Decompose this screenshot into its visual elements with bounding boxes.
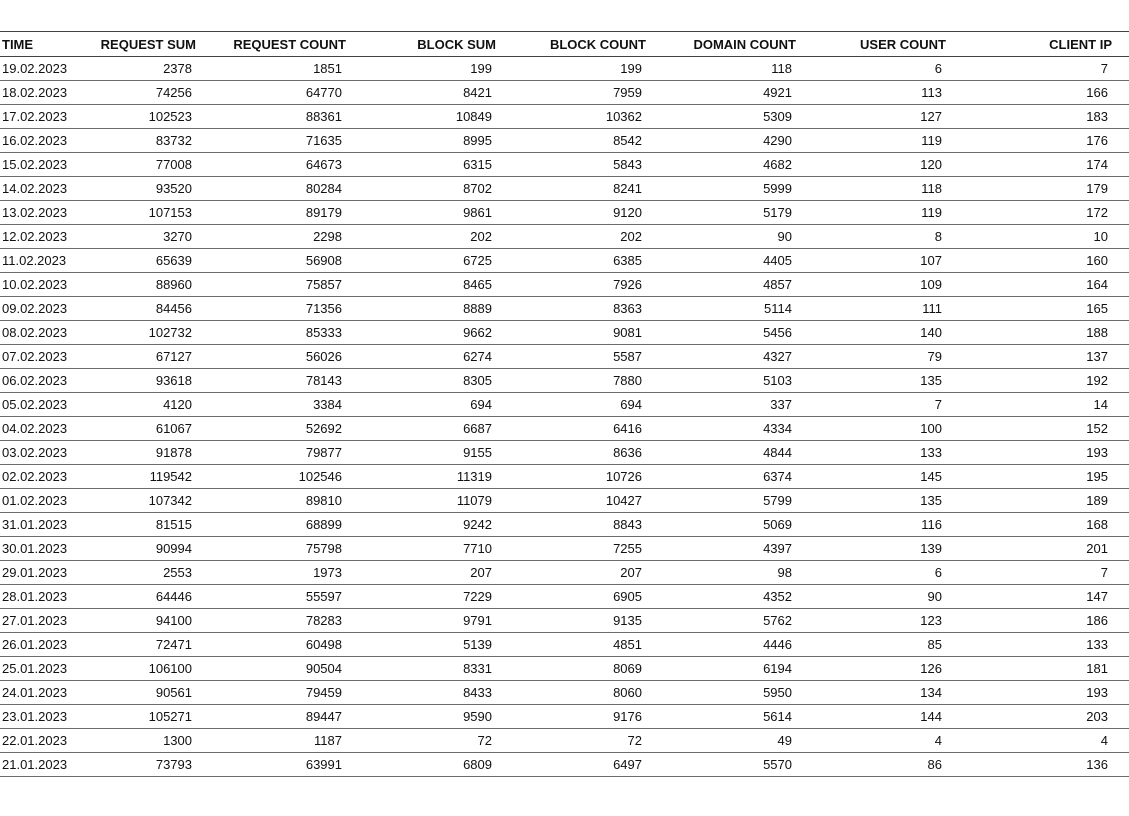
- request-sum-cell: 77008: [155, 157, 192, 172]
- domain-count-cell: 5103: [763, 373, 792, 388]
- table-row: [0, 369, 1129, 393]
- client-ip-cell: 147: [1086, 589, 1108, 604]
- block-sum-cell: 6809: [463, 757, 492, 772]
- time-cell: 12.02.2023: [2, 229, 68, 244]
- client-ip-cell: 172: [1086, 205, 1108, 220]
- client-ip-cell: 160: [1086, 253, 1108, 268]
- block-sum-cell: 9861: [463, 205, 492, 220]
- domain-count-cell: 4857: [763, 277, 792, 292]
- block-sum-cell: 8305: [463, 373, 492, 388]
- client-ip-cell: 183: [1086, 109, 1108, 124]
- domain-count-cell: 4921: [763, 85, 792, 100]
- block-sum-cell: 7710: [463, 541, 492, 556]
- time-cell: 14.02.2023: [2, 181, 68, 196]
- time-cell: 07.02.2023: [2, 349, 68, 364]
- block-sum-cell: 11079: [456, 493, 492, 508]
- domain-count-cell: 90: [777, 229, 792, 244]
- table-row: [0, 129, 1129, 153]
- block-sum-cell: 5139: [463, 637, 492, 652]
- block-count-cell: 10427: [605, 493, 642, 508]
- request-sum-cell: 4120: [163, 397, 192, 412]
- time-cell: 24.01.2023: [2, 685, 68, 700]
- table-row: [0, 225, 1129, 249]
- domain-count-cell: 5114: [764, 301, 792, 316]
- block-sum-cell: 10849: [455, 109, 492, 124]
- request-count-cell: 1187: [314, 733, 342, 748]
- table-row: [0, 177, 1129, 201]
- time-cell: 10.02.2023: [2, 277, 68, 292]
- user-count-cell: 116: [921, 517, 942, 532]
- client-ip-cell: 193: [1086, 685, 1108, 700]
- table-row: [0, 705, 1129, 729]
- table-row: [0, 537, 1129, 561]
- block-sum-cell: 8465: [463, 277, 492, 292]
- request-count-cell: 55597: [305, 589, 342, 604]
- domain-count-cell: 5614: [763, 709, 792, 724]
- table-row: [0, 345, 1129, 369]
- client-ip-cell: 7: [1100, 61, 1108, 76]
- client-ip-cell: 181: [1086, 661, 1108, 676]
- user-count-cell: 90: [927, 589, 942, 604]
- time-cell: 08.02.2023: [2, 325, 68, 340]
- block-count-cell: 6905: [613, 589, 642, 604]
- domain-count-cell: 49: [777, 733, 792, 748]
- block-sum-cell: 9155: [463, 445, 492, 460]
- table-row: [0, 201, 1129, 225]
- domain-count-cell: 5799: [763, 493, 792, 508]
- user-count-cell: 113: [921, 85, 942, 100]
- block-count-cell: 72: [627, 733, 642, 748]
- user-count-cell: 109: [920, 277, 942, 292]
- table-header-row: [0, 32, 1129, 57]
- block-count-cell: 9081: [613, 325, 642, 340]
- client-ip-cell: 179: [1086, 181, 1108, 196]
- column-header-user-count: USER COUNT: [860, 36, 946, 52]
- block-count-cell: 8060: [613, 685, 642, 700]
- request-sum-cell: 107342: [148, 493, 192, 508]
- block-sum-cell: 8889: [463, 301, 492, 316]
- table-row: [0, 249, 1129, 273]
- table-row: [0, 633, 1129, 657]
- domain-count-cell: 4682: [763, 157, 792, 172]
- block-sum-cell: 9662: [463, 325, 492, 340]
- table-row: [0, 513, 1129, 537]
- user-count-cell: 119: [921, 205, 942, 220]
- time-cell: 01.02.2023: [2, 493, 68, 508]
- column-header-block-sum: BLOCK SUM: [417, 36, 496, 52]
- time-cell: 30.01.2023: [2, 541, 68, 556]
- request-sum-cell: 119542: [149, 469, 192, 484]
- client-ip-cell: 165: [1086, 301, 1108, 316]
- block-count-cell: 8241: [613, 181, 642, 196]
- table-row: [0, 57, 1129, 81]
- domain-count-cell: 5762: [763, 613, 792, 628]
- daily-stats-report: [0, 31, 1129, 777]
- request-count-cell: 52692: [305, 421, 342, 436]
- time-cell: 22.01.2023: [2, 733, 68, 748]
- request-count-cell: 2298: [313, 229, 342, 244]
- client-ip-cell: 192: [1086, 373, 1108, 388]
- user-count-cell: 118: [921, 181, 942, 196]
- table-row: [0, 273, 1129, 297]
- time-cell: 31.01.2023: [2, 517, 68, 532]
- request-count-cell: 3384: [313, 397, 342, 412]
- user-count-cell: 133: [920, 445, 942, 460]
- table-row: [0, 297, 1129, 321]
- request-sum-cell: 84456: [155, 301, 192, 316]
- block-count-cell: 202: [620, 229, 642, 244]
- client-ip-cell: 188: [1086, 325, 1108, 340]
- client-ip-cell: 133: [1086, 637, 1108, 652]
- domain-count-cell: 5456: [763, 325, 792, 340]
- time-cell: 21.01.2023: [2, 757, 68, 772]
- time-cell: 18.02.2023: [2, 85, 68, 100]
- request-sum-cell: 93520: [155, 181, 192, 196]
- user-count-cell: 85: [927, 637, 942, 652]
- request-sum-cell: 91878: [155, 445, 192, 460]
- domain-count-cell: 4290: [763, 133, 792, 148]
- table-row: [0, 729, 1129, 753]
- block-sum-cell: 11319: [456, 469, 492, 484]
- table-row: [0, 441, 1129, 465]
- request-count-cell: 64770: [305, 85, 342, 100]
- block-count-cell: 199: [620, 61, 642, 76]
- domain-count-cell: 5999: [763, 181, 792, 196]
- user-count-cell: 111: [922, 301, 942, 316]
- table-row: [0, 585, 1129, 609]
- time-cell: 17.02.2023: [2, 109, 68, 124]
- request-count-cell: 71356: [305, 301, 342, 316]
- user-count-cell: 119: [921, 133, 942, 148]
- block-count-cell: 6385: [613, 253, 642, 268]
- table-row: [0, 681, 1129, 705]
- table-row: [0, 609, 1129, 633]
- table-row: [0, 561, 1129, 585]
- block-sum-cell: 8421: [463, 85, 492, 100]
- request-sum-cell: 94100: [155, 613, 192, 628]
- block-count-cell: 9176: [613, 709, 642, 724]
- request-sum-cell: 90994: [155, 541, 192, 556]
- request-count-cell: 56908: [305, 253, 342, 268]
- time-cell: 04.02.2023: [2, 421, 68, 436]
- block-sum-cell: 7229: [463, 589, 492, 604]
- request-count-cell: 90504: [305, 661, 342, 676]
- block-count-cell: 8843: [613, 517, 642, 532]
- block-count-cell: 7926: [613, 277, 642, 292]
- time-cell: 23.01.2023: [2, 709, 68, 724]
- block-sum-cell: 9590: [463, 709, 492, 724]
- column-header-block-count: BLOCK COUNT: [549, 36, 646, 52]
- request-sum-cell: 2553: [163, 565, 192, 580]
- client-ip-cell: 203: [1086, 709, 1108, 724]
- domain-count-cell: 98: [777, 565, 792, 580]
- request-count-cell: 68899: [305, 517, 342, 532]
- domain-count-cell: 4352: [763, 589, 792, 604]
- domain-count-cell: 5179: [763, 205, 792, 220]
- block-sum-cell: 202: [470, 229, 492, 244]
- client-ip-cell: 166: [1086, 85, 1108, 100]
- domain-count-cell: 6374: [763, 469, 792, 484]
- request-count-cell: 56026: [305, 349, 342, 364]
- table-row: [0, 657, 1129, 681]
- block-count-cell: 10362: [605, 109, 642, 124]
- time-cell: 16.02.2023: [2, 133, 68, 148]
- block-count-cell: 6416: [613, 421, 642, 436]
- time-cell: 26.01.2023: [2, 637, 68, 652]
- user-count-cell: 86: [927, 757, 942, 772]
- block-count-cell: 6497: [613, 757, 642, 772]
- table-row: [0, 753, 1129, 777]
- block-sum-cell: 6687: [463, 421, 492, 436]
- user-count-cell: 134: [920, 685, 942, 700]
- daily-stats-table: [0, 31, 1129, 777]
- block-count-cell: 9135: [613, 613, 642, 628]
- table-row: [0, 153, 1129, 177]
- domain-count-cell: 5069: [763, 517, 792, 532]
- block-sum-cell: 72: [477, 733, 492, 748]
- block-count-cell: 7880: [613, 373, 642, 388]
- block-sum-cell: 694: [470, 397, 492, 412]
- request-sum-cell: 72471: [155, 637, 192, 652]
- time-cell: 28.01.2023: [2, 589, 68, 604]
- client-ip-cell: 136: [1086, 757, 1108, 772]
- request-count-cell: 102546: [298, 469, 342, 484]
- block-sum-cell: 8331: [463, 661, 492, 676]
- block-count-cell: 8542: [613, 133, 642, 148]
- table-row: [0, 105, 1129, 129]
- request-count-cell: 75857: [305, 277, 342, 292]
- request-count-cell: 78283: [305, 613, 342, 628]
- block-count-cell: 7959: [613, 85, 642, 100]
- client-ip-cell: 176: [1086, 133, 1108, 148]
- request-count-cell: 89179: [305, 205, 342, 220]
- domain-count-cell: 4405: [763, 253, 792, 268]
- client-ip-cell: 152: [1086, 421, 1108, 436]
- request-sum-cell: 65639: [155, 253, 192, 268]
- user-count-cell: 79: [927, 349, 942, 364]
- request-sum-cell: 1300: [163, 733, 192, 748]
- client-ip-cell: 201: [1086, 541, 1108, 556]
- block-count-cell: 10726: [605, 469, 642, 484]
- user-count-cell: 107: [920, 253, 942, 268]
- request-sum-cell: 106100: [148, 661, 192, 676]
- request-count-cell: 60498: [305, 637, 342, 652]
- domain-count-cell: 4397: [763, 541, 792, 556]
- request-count-cell: 85333: [305, 325, 342, 340]
- table-body: [0, 57, 1129, 777]
- request-count-cell: 64673: [305, 157, 342, 172]
- request-sum-cell: 93618: [155, 373, 192, 388]
- user-count-cell: 144: [920, 709, 942, 724]
- user-count-cell: 8: [934, 229, 942, 244]
- user-count-cell: 4: [934, 733, 942, 748]
- user-count-cell: 123: [920, 613, 942, 628]
- column-header-domain-count: DOMAIN COUNT: [693, 36, 796, 52]
- request-sum-cell: 102523: [148, 109, 192, 124]
- table-row: [0, 417, 1129, 441]
- request-sum-cell: 3270: [163, 229, 192, 244]
- user-count-cell: 6: [934, 61, 942, 76]
- column-header-request-count: REQUEST COUNT: [233, 36, 346, 52]
- user-count-cell: 6: [934, 565, 942, 580]
- client-ip-cell: 195: [1086, 469, 1108, 484]
- user-count-cell: 135: [920, 373, 942, 388]
- column-header-request-sum: REQUEST SUM: [100, 36, 196, 52]
- block-count-cell: 694: [620, 397, 642, 412]
- column-header-time: TIME: [2, 36, 34, 52]
- request-sum-cell: 105271: [148, 709, 192, 724]
- request-count-cell: 89810: [305, 493, 342, 508]
- table-row: [0, 489, 1129, 513]
- client-ip-cell: 4: [1100, 733, 1108, 748]
- block-count-cell: 8069: [613, 661, 642, 676]
- client-ip-cell: 174: [1086, 157, 1108, 172]
- user-count-cell: 100: [920, 421, 942, 436]
- request-sum-cell: 2378: [163, 61, 192, 76]
- request-sum-cell: 67127: [155, 349, 192, 364]
- user-count-cell: 145: [920, 469, 942, 484]
- request-count-cell: 71635: [305, 133, 342, 148]
- time-cell: 09.02.2023: [2, 301, 68, 316]
- time-cell: 15.02.2023: [2, 157, 68, 172]
- user-count-cell: 126: [920, 661, 942, 676]
- time-cell: 25.01.2023: [2, 661, 68, 676]
- block-count-cell: 5843: [613, 157, 642, 172]
- table-row: [0, 393, 1129, 417]
- domain-count-cell: 4446: [763, 637, 792, 652]
- request-count-cell: 1851: [313, 61, 342, 76]
- block-sum-cell: 8433: [463, 685, 492, 700]
- user-count-cell: 140: [920, 325, 942, 340]
- time-cell: 05.02.2023: [2, 397, 68, 412]
- request-sum-cell: 81515: [155, 517, 192, 532]
- block-sum-cell: 8702: [463, 181, 492, 196]
- request-sum-cell: 88960: [155, 277, 192, 292]
- request-sum-cell: 73793: [155, 757, 192, 772]
- time-cell: 06.02.2023: [2, 373, 68, 388]
- block-count-cell: 207: [620, 565, 642, 580]
- request-count-cell: 80284: [305, 181, 342, 196]
- user-count-cell: 120: [920, 157, 942, 172]
- block-count-cell: 7255: [613, 541, 642, 556]
- request-sum-cell: 83732: [155, 133, 192, 148]
- client-ip-cell: 14: [1093, 397, 1108, 412]
- block-sum-cell: 6315: [463, 157, 492, 172]
- time-cell: 13.02.2023: [2, 205, 68, 220]
- block-count-cell: 8363: [613, 301, 642, 316]
- request-sum-cell: 61067: [155, 421, 192, 436]
- client-ip-cell: 168: [1086, 517, 1108, 532]
- request-count-cell: 78143: [305, 373, 342, 388]
- time-cell: 29.01.2023: [2, 565, 68, 580]
- request-count-cell: 89447: [305, 709, 342, 724]
- client-ip-cell: 189: [1086, 493, 1108, 508]
- block-sum-cell: 199: [470, 61, 492, 76]
- block-sum-cell: 6725: [463, 253, 492, 268]
- block-sum-cell: 6274: [463, 349, 492, 364]
- table-row: [0, 321, 1129, 345]
- request-count-cell: 88361: [305, 109, 342, 124]
- block-count-cell: 5587: [613, 349, 642, 364]
- table-row: [0, 81, 1129, 105]
- request-count-cell: 63991: [305, 757, 342, 772]
- client-ip-cell: 7: [1100, 565, 1108, 580]
- block-count-cell: 9120: [613, 205, 642, 220]
- request-sum-cell: 74256: [155, 85, 192, 100]
- request-count-cell: 75798: [305, 541, 342, 556]
- user-count-cell: 139: [920, 541, 942, 556]
- request-sum-cell: 107153: [148, 205, 192, 220]
- column-header-client-ip: CLIENT IP: [1049, 36, 1112, 52]
- time-cell: 02.02.2023: [2, 469, 68, 484]
- domain-count-cell: 4327: [763, 349, 792, 364]
- client-ip-cell: 186: [1086, 613, 1108, 628]
- block-sum-cell: 8995: [463, 133, 492, 148]
- time-cell: 27.01.2023: [2, 613, 68, 628]
- request-count-cell: 79459: [305, 685, 342, 700]
- domain-count-cell: 5950: [763, 685, 792, 700]
- user-count-cell: 127: [920, 109, 942, 124]
- domain-count-cell: 5309: [763, 109, 792, 124]
- request-count-cell: 79877: [305, 445, 342, 460]
- request-sum-cell: 102732: [148, 325, 192, 340]
- client-ip-cell: 164: [1086, 277, 1108, 292]
- block-sum-cell: 207: [470, 565, 492, 580]
- user-count-cell: 7: [934, 397, 942, 412]
- table-row: [0, 465, 1129, 489]
- client-ip-cell: 193: [1086, 445, 1108, 460]
- time-cell: 11.02.2023: [2, 253, 67, 268]
- block-sum-cell: 9242: [463, 517, 492, 532]
- domain-count-cell: 337: [770, 397, 792, 412]
- request-count-cell: 1973: [313, 565, 342, 580]
- domain-count-cell: 5570: [763, 757, 792, 772]
- request-sum-cell: 64446: [155, 589, 192, 604]
- domain-count-cell: 118: [771, 61, 792, 76]
- client-ip-cell: 137: [1086, 349, 1108, 364]
- domain-count-cell: 4334: [763, 421, 792, 436]
- domain-count-cell: 6194: [763, 661, 792, 676]
- client-ip-cell: 10: [1093, 229, 1108, 244]
- user-count-cell: 135: [920, 493, 942, 508]
- time-cell: 03.02.2023: [2, 445, 68, 460]
- request-sum-cell: 90561: [155, 685, 192, 700]
- block-count-cell: 4851: [613, 637, 642, 652]
- time-cell: 19.02.2023: [2, 61, 68, 76]
- domain-count-cell: 4844: [763, 445, 792, 460]
- block-sum-cell: 9791: [463, 613, 492, 628]
- block-count-cell: 8636: [613, 445, 642, 460]
